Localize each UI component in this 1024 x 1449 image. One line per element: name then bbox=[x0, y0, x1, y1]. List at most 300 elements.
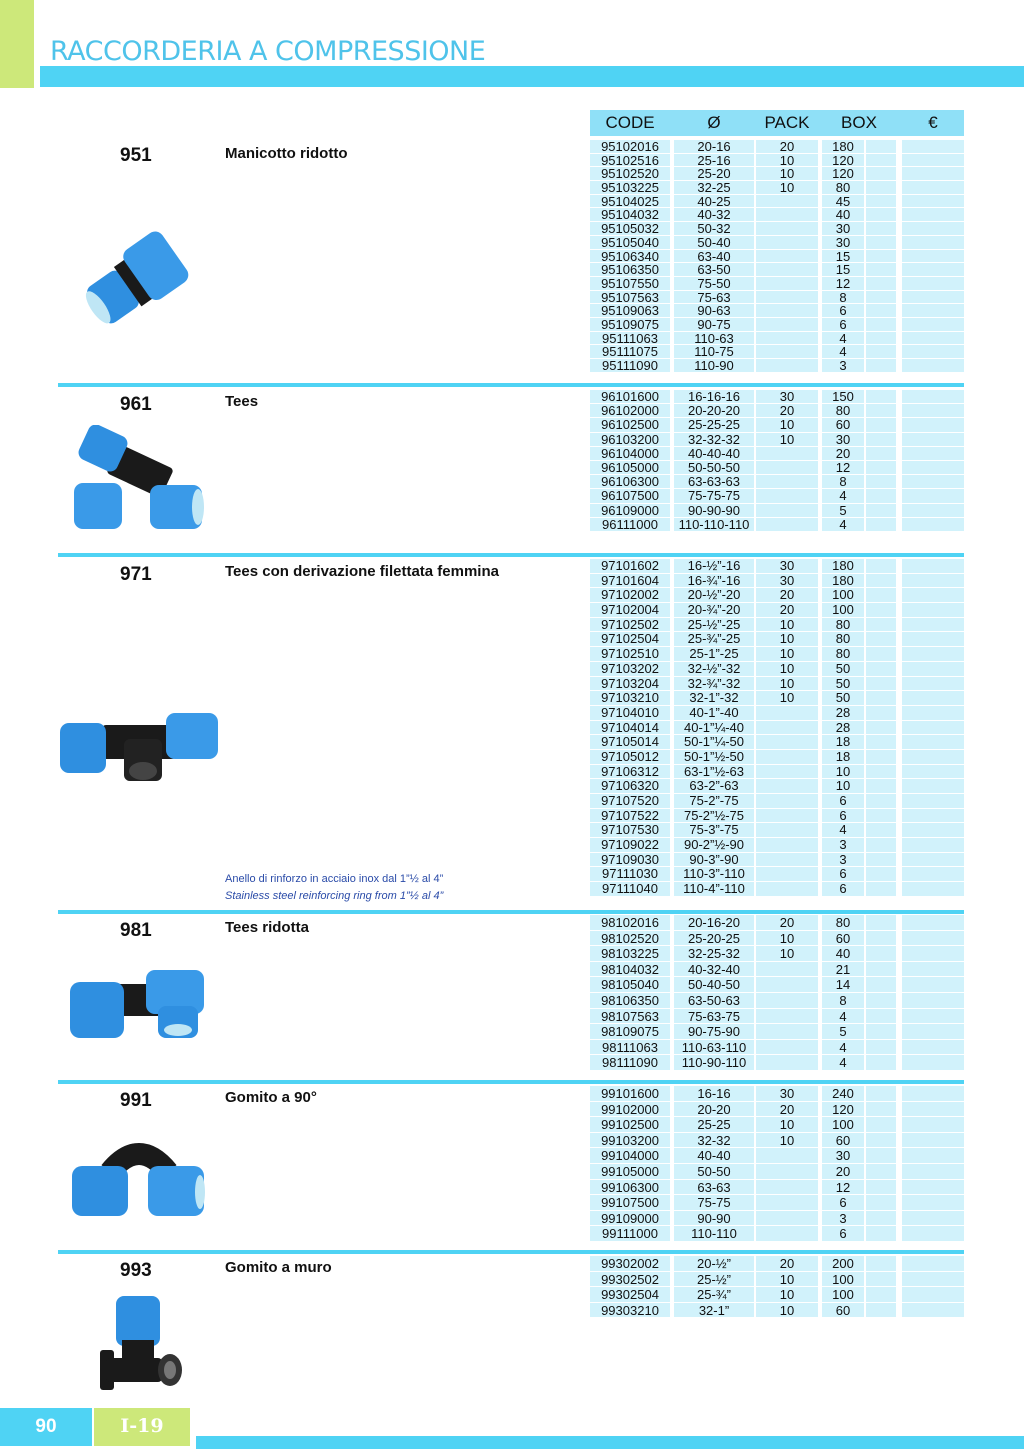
cell-code: 96107500 bbox=[590, 489, 670, 503]
cell-box: 80 bbox=[822, 915, 864, 931]
cell-price bbox=[902, 1164, 964, 1180]
cell-spacer bbox=[866, 823, 896, 838]
table-row bbox=[590, 962, 964, 978]
table-row bbox=[590, 794, 964, 809]
cell-price bbox=[902, 359, 964, 373]
cell-spacer bbox=[866, 167, 896, 181]
table-row bbox=[590, 291, 964, 305]
cell-spacer bbox=[866, 390, 896, 404]
table-row bbox=[590, 1180, 964, 1196]
cell-price bbox=[902, 1195, 964, 1211]
cell-spacer bbox=[866, 618, 896, 633]
table-row bbox=[590, 823, 964, 838]
table-row bbox=[590, 574, 964, 589]
cell-spacer bbox=[866, 1117, 896, 1133]
cell-pack bbox=[756, 250, 818, 264]
cell-box: 80 bbox=[822, 632, 864, 647]
col-diameter: Ø bbox=[707, 113, 721, 132]
cell-price bbox=[902, 475, 964, 489]
product-name: Tees ridotta bbox=[225, 919, 309, 936]
cell-pack bbox=[756, 222, 818, 236]
cell-box: 100 bbox=[822, 588, 864, 603]
cell-spacer bbox=[866, 559, 896, 574]
cell-price bbox=[902, 263, 964, 277]
cell-spacer bbox=[866, 721, 896, 736]
cell-code: 95105032 bbox=[590, 222, 670, 236]
product-table bbox=[590, 140, 964, 373]
cell-code: 98103225 bbox=[590, 946, 670, 962]
product-number: 971 bbox=[120, 564, 152, 585]
cell-dia: 40-32 bbox=[674, 208, 754, 222]
cell-box: 4 bbox=[822, 332, 864, 346]
cell-pack: 20 bbox=[756, 603, 818, 618]
cell-dia: 32-¾”-32 bbox=[674, 677, 754, 692]
table-row bbox=[590, 853, 964, 868]
cell-code: 97106320 bbox=[590, 779, 670, 794]
cell-pack bbox=[756, 461, 818, 475]
table-row bbox=[590, 447, 964, 461]
table-row bbox=[590, 915, 964, 931]
cell-pack bbox=[756, 1195, 818, 1211]
cell-code: 97102504 bbox=[590, 632, 670, 647]
cell-dia: 50-50-50 bbox=[674, 461, 754, 475]
cell-spacer bbox=[866, 588, 896, 603]
cell-spacer bbox=[866, 518, 896, 532]
cell-code: 98105040 bbox=[590, 977, 670, 993]
cell-pack: 10 bbox=[756, 931, 818, 947]
table-row bbox=[590, 882, 964, 897]
cell-price bbox=[902, 167, 964, 181]
cell-box: 5 bbox=[822, 504, 864, 518]
note-italian: Anello di rinforzo in acciaio inox dal 1”½ al 4” bbox=[225, 873, 444, 885]
table-row bbox=[590, 1211, 964, 1227]
cell-box: 180 bbox=[822, 574, 864, 589]
cell-pack: 20 bbox=[756, 915, 818, 931]
catalog-reference: I-19 bbox=[94, 1408, 190, 1446]
cell-price bbox=[902, 794, 964, 809]
cell-pack: 10 bbox=[756, 433, 818, 447]
table-row bbox=[590, 1226, 964, 1242]
cell-box: 40 bbox=[822, 946, 864, 962]
cell-dia: 20-20-20 bbox=[674, 404, 754, 418]
cell-box: 30 bbox=[822, 1148, 864, 1164]
cell-box: 4 bbox=[822, 1040, 864, 1056]
cell-code: 99102000 bbox=[590, 1102, 670, 1118]
cell-price bbox=[902, 404, 964, 418]
cell-code: 97103202 bbox=[590, 662, 670, 677]
table-row bbox=[590, 1133, 964, 1149]
cell-price bbox=[902, 735, 964, 750]
table-row bbox=[590, 1256, 964, 1272]
cell-spacer bbox=[866, 574, 896, 589]
cell-pack bbox=[756, 277, 818, 291]
cell-spacer bbox=[866, 809, 896, 824]
table-row bbox=[590, 632, 964, 647]
cell-spacer bbox=[866, 677, 896, 692]
cell-pack: 10 bbox=[756, 167, 818, 181]
cell-spacer bbox=[866, 882, 896, 897]
cell-pack: 10 bbox=[756, 691, 818, 706]
table-row bbox=[590, 993, 964, 1009]
cell-pack bbox=[756, 504, 818, 518]
cell-code: 97106312 bbox=[590, 765, 670, 780]
table-row bbox=[590, 250, 964, 264]
cell-price bbox=[902, 882, 964, 897]
cell-code: 97105014 bbox=[590, 735, 670, 750]
cell-price bbox=[902, 721, 964, 736]
cell-code: 97105012 bbox=[590, 750, 670, 765]
cell-dia: 32-1” bbox=[674, 1303, 754, 1319]
cell-spacer bbox=[866, 735, 896, 750]
cell-box: 150 bbox=[822, 390, 864, 404]
cell-spacer bbox=[866, 1040, 896, 1056]
cell-dia: 50-1”½-50 bbox=[674, 750, 754, 765]
cell-dia: 90-2”½-90 bbox=[674, 838, 754, 853]
cell-price bbox=[902, 447, 964, 461]
cell-dia: 32-1”-32 bbox=[674, 691, 754, 706]
cell-spacer bbox=[866, 263, 896, 277]
cell-price bbox=[902, 915, 964, 931]
cell-spacer bbox=[866, 291, 896, 305]
table-row bbox=[590, 1287, 964, 1303]
cell-price bbox=[902, 345, 964, 359]
cell-price bbox=[902, 1303, 964, 1319]
cell-spacer bbox=[866, 962, 896, 978]
cell-price bbox=[902, 222, 964, 236]
cell-code: 98107563 bbox=[590, 1009, 670, 1025]
table-row bbox=[590, 691, 964, 706]
cell-price bbox=[902, 691, 964, 706]
cell-box: 18 bbox=[822, 750, 864, 765]
table-row bbox=[590, 603, 964, 618]
cell-box: 6 bbox=[822, 882, 864, 897]
cell-dia: 50-1”¼-50 bbox=[674, 735, 754, 750]
cell-pack: 10 bbox=[756, 154, 818, 168]
cell-box: 12 bbox=[822, 1180, 864, 1196]
cell-dia: 20-½”-20 bbox=[674, 588, 754, 603]
cell-spacer bbox=[866, 706, 896, 721]
cell-box: 20 bbox=[822, 1164, 864, 1180]
cell-price bbox=[902, 1287, 964, 1303]
cell-box: 12 bbox=[822, 461, 864, 475]
cell-pack: 20 bbox=[756, 588, 818, 603]
cell-code: 98104032 bbox=[590, 962, 670, 978]
cell-code: 98109075 bbox=[590, 1024, 670, 1040]
table-row bbox=[590, 750, 964, 765]
cell-price bbox=[902, 977, 964, 993]
cell-code: 98111063 bbox=[590, 1040, 670, 1056]
table-row bbox=[590, 1102, 964, 1118]
cell-box: 6 bbox=[822, 304, 864, 318]
cell-pack bbox=[756, 1055, 818, 1071]
cell-spacer bbox=[866, 993, 896, 1009]
cell-box: 45 bbox=[822, 195, 864, 209]
cell-box: 28 bbox=[822, 706, 864, 721]
cell-spacer bbox=[866, 662, 896, 677]
product-name: Tees bbox=[225, 393, 259, 410]
cell-dia: 63-50 bbox=[674, 263, 754, 277]
section-divider bbox=[58, 910, 964, 914]
table-row bbox=[590, 489, 964, 503]
cell-code: 99107500 bbox=[590, 1195, 670, 1211]
cell-pack bbox=[756, 1180, 818, 1196]
table-row bbox=[590, 867, 964, 882]
cell-price bbox=[902, 1148, 964, 1164]
cell-pack: 30 bbox=[756, 574, 818, 589]
cell-spacer bbox=[866, 489, 896, 503]
cell-box: 15 bbox=[822, 250, 864, 264]
cell-spacer bbox=[866, 208, 896, 222]
cell-spacer bbox=[866, 1272, 896, 1288]
cell-code: 95106340 bbox=[590, 250, 670, 264]
elbow-fitting-icon bbox=[70, 1142, 208, 1220]
cell-box: 120 bbox=[822, 167, 864, 181]
cell-price bbox=[902, 946, 964, 962]
cell-code: 97103210 bbox=[590, 691, 670, 706]
table-row bbox=[590, 977, 964, 993]
cell-price bbox=[902, 559, 964, 574]
cell-price bbox=[902, 993, 964, 1009]
cell-price bbox=[902, 765, 964, 780]
cell-box: 240 bbox=[822, 1086, 864, 1102]
cell-code: 99106300 bbox=[590, 1180, 670, 1196]
table-row bbox=[590, 332, 964, 346]
product-name: Tees con derivazione filettata femmina bbox=[225, 563, 499, 580]
table-row bbox=[590, 461, 964, 475]
cell-pack bbox=[756, 882, 818, 897]
table-row bbox=[590, 662, 964, 677]
cell-box: 30 bbox=[822, 222, 864, 236]
cell-price bbox=[902, 603, 964, 618]
cell-pack: 10 bbox=[756, 662, 818, 677]
cell-spacer bbox=[866, 946, 896, 962]
cell-dia: 25-25-25 bbox=[674, 418, 754, 432]
cell-box: 3 bbox=[822, 838, 864, 853]
cell-price bbox=[902, 1256, 964, 1272]
cell-price bbox=[902, 433, 964, 447]
cell-spacer bbox=[866, 632, 896, 647]
cell-pack bbox=[756, 1164, 818, 1180]
cell-spacer bbox=[866, 647, 896, 662]
cell-box: 21 bbox=[822, 962, 864, 978]
cell-box: 14 bbox=[822, 977, 864, 993]
cell-dia: 50-40 bbox=[674, 236, 754, 250]
cell-dia: 110-63-110 bbox=[674, 1040, 754, 1056]
cell-dia: 110-90 bbox=[674, 359, 754, 373]
cell-box: 6 bbox=[822, 1195, 864, 1211]
cell-code: 97109022 bbox=[590, 838, 670, 853]
cell-code: 96103200 bbox=[590, 433, 670, 447]
cell-code: 97102004 bbox=[590, 603, 670, 618]
table-row bbox=[590, 735, 964, 750]
table-row bbox=[590, 677, 964, 692]
cell-price bbox=[902, 1272, 964, 1288]
cell-spacer bbox=[866, 447, 896, 461]
cell-price bbox=[902, 304, 964, 318]
cell-spacer bbox=[866, 277, 896, 291]
cell-pack: 10 bbox=[756, 677, 818, 692]
cell-dia: 90-3”-90 bbox=[674, 853, 754, 868]
product-table bbox=[590, 1256, 964, 1318]
cell-code: 98106350 bbox=[590, 993, 670, 1009]
cell-price bbox=[902, 867, 964, 882]
cell-box: 8 bbox=[822, 291, 864, 305]
cell-price bbox=[902, 838, 964, 853]
cell-dia: 110-3”-110 bbox=[674, 867, 754, 882]
table-row bbox=[590, 1040, 964, 1056]
cell-pack bbox=[756, 1040, 818, 1056]
col-box: BOX bbox=[841, 113, 877, 132]
cell-pack bbox=[756, 809, 818, 824]
cell-price bbox=[902, 489, 964, 503]
cell-dia: 63-63-63 bbox=[674, 475, 754, 489]
table-row bbox=[590, 277, 964, 291]
cell-pack: 10 bbox=[756, 181, 818, 195]
cell-code: 99111000 bbox=[590, 1226, 670, 1242]
cell-dia: 50-40-50 bbox=[674, 977, 754, 993]
cell-dia: 16-16-16 bbox=[674, 390, 754, 404]
cell-dia: 75-2”½-75 bbox=[674, 809, 754, 824]
cell-box: 80 bbox=[822, 404, 864, 418]
cell-code: 97103204 bbox=[590, 677, 670, 692]
cell-price bbox=[902, 208, 964, 222]
table-row bbox=[590, 318, 964, 332]
tee-fitting-icon bbox=[70, 425, 210, 535]
cell-spacer bbox=[866, 475, 896, 489]
cell-box: 4 bbox=[822, 489, 864, 503]
cell-dia: 63-1”½-63 bbox=[674, 765, 754, 780]
cell-price bbox=[902, 236, 964, 250]
cell-box: 60 bbox=[822, 1133, 864, 1149]
cell-price bbox=[902, 318, 964, 332]
cell-dia: 25-½”-25 bbox=[674, 618, 754, 633]
cell-box: 4 bbox=[822, 823, 864, 838]
cell-price bbox=[902, 809, 964, 824]
cell-price bbox=[902, 1180, 964, 1196]
cell-code: 96111000 bbox=[590, 518, 670, 532]
cell-code: 96102500 bbox=[590, 418, 670, 432]
cell-box: 18 bbox=[822, 735, 864, 750]
cell-code: 97111040 bbox=[590, 882, 670, 897]
table-row bbox=[590, 1164, 964, 1180]
cell-dia: 90-90-90 bbox=[674, 504, 754, 518]
cell-spacer bbox=[866, 867, 896, 882]
cell-code: 97102502 bbox=[590, 618, 670, 633]
cell-spacer bbox=[866, 1226, 896, 1242]
cell-dia: 40-1”-40 bbox=[674, 706, 754, 721]
table-row bbox=[590, 433, 964, 447]
cell-dia: 75-75 bbox=[674, 1195, 754, 1211]
cell-box: 4 bbox=[822, 345, 864, 359]
cell-code: 95102516 bbox=[590, 154, 670, 168]
cell-box: 80 bbox=[822, 618, 864, 633]
cell-price bbox=[902, 853, 964, 868]
cell-spacer bbox=[866, 345, 896, 359]
cell-code: 95102520 bbox=[590, 167, 670, 181]
cell-code: 99109000 bbox=[590, 1211, 670, 1227]
header-band bbox=[40, 66, 1024, 87]
cell-pack bbox=[756, 1024, 818, 1040]
cell-pack bbox=[756, 1226, 818, 1242]
cell-pack bbox=[756, 823, 818, 838]
cell-dia: 40-25 bbox=[674, 195, 754, 209]
cell-dia: 25-20 bbox=[674, 167, 754, 181]
cell-pack: 20 bbox=[756, 404, 818, 418]
cell-pack: 10 bbox=[756, 618, 818, 633]
cell-box: 3 bbox=[822, 853, 864, 868]
table-row bbox=[590, 304, 964, 318]
cell-pack bbox=[756, 332, 818, 346]
cell-dia: 32-25 bbox=[674, 181, 754, 195]
cell-code: 95109063 bbox=[590, 304, 670, 318]
table-row bbox=[590, 838, 964, 853]
table-row bbox=[590, 779, 964, 794]
cell-pack bbox=[756, 291, 818, 305]
cell-dia: 40-1”¼-40 bbox=[674, 721, 754, 736]
product-table bbox=[590, 559, 964, 897]
cell-code: 99302504 bbox=[590, 1287, 670, 1303]
cell-dia: 40-32-40 bbox=[674, 962, 754, 978]
cell-spacer bbox=[866, 504, 896, 518]
cell-dia: 25-¾”-25 bbox=[674, 632, 754, 647]
table-row bbox=[590, 931, 964, 947]
cell-box: 100 bbox=[822, 1272, 864, 1288]
cell-code: 99105000 bbox=[590, 1164, 670, 1180]
cell-pack bbox=[756, 962, 818, 978]
cell-box: 6 bbox=[822, 1226, 864, 1242]
cell-spacer bbox=[866, 794, 896, 809]
reducing-coupling-icon bbox=[78, 220, 198, 335]
cell-box: 120 bbox=[822, 1102, 864, 1118]
cell-code: 95109075 bbox=[590, 318, 670, 332]
cell-box: 50 bbox=[822, 662, 864, 677]
cell-spacer bbox=[866, 853, 896, 868]
cell-pack bbox=[756, 1009, 818, 1025]
cell-box: 100 bbox=[822, 1117, 864, 1133]
cell-price bbox=[902, 518, 964, 532]
table-row bbox=[590, 765, 964, 780]
cell-code: 96104000 bbox=[590, 447, 670, 461]
cell-code: 97107530 bbox=[590, 823, 670, 838]
section-divider bbox=[58, 383, 964, 387]
cell-code: 99104000 bbox=[590, 1148, 670, 1164]
cell-box: 4 bbox=[822, 1055, 864, 1071]
col-pack: PACK bbox=[764, 113, 810, 132]
cell-pack bbox=[756, 1211, 818, 1227]
cell-spacer bbox=[866, 1256, 896, 1272]
cell-code: 98111090 bbox=[590, 1055, 670, 1071]
cell-spacer bbox=[866, 461, 896, 475]
cell-box: 6 bbox=[822, 318, 864, 332]
cell-price bbox=[902, 181, 964, 195]
cell-pack: 10 bbox=[756, 946, 818, 962]
cell-pack bbox=[756, 794, 818, 809]
table-row bbox=[590, 1148, 964, 1164]
cell-code: 97104010 bbox=[590, 706, 670, 721]
cell-code: 99103200 bbox=[590, 1133, 670, 1149]
table-row bbox=[590, 721, 964, 736]
cell-pack bbox=[756, 518, 818, 532]
table-row bbox=[590, 588, 964, 603]
cell-pack bbox=[756, 867, 818, 882]
page-number: 90 bbox=[0, 1408, 92, 1446]
cell-code: 96109000 bbox=[590, 504, 670, 518]
cell-spacer bbox=[866, 1164, 896, 1180]
cell-box: 30 bbox=[822, 433, 864, 447]
cell-spacer bbox=[866, 1133, 896, 1149]
section-divider bbox=[58, 1080, 964, 1084]
cell-code: 99302002 bbox=[590, 1256, 670, 1272]
